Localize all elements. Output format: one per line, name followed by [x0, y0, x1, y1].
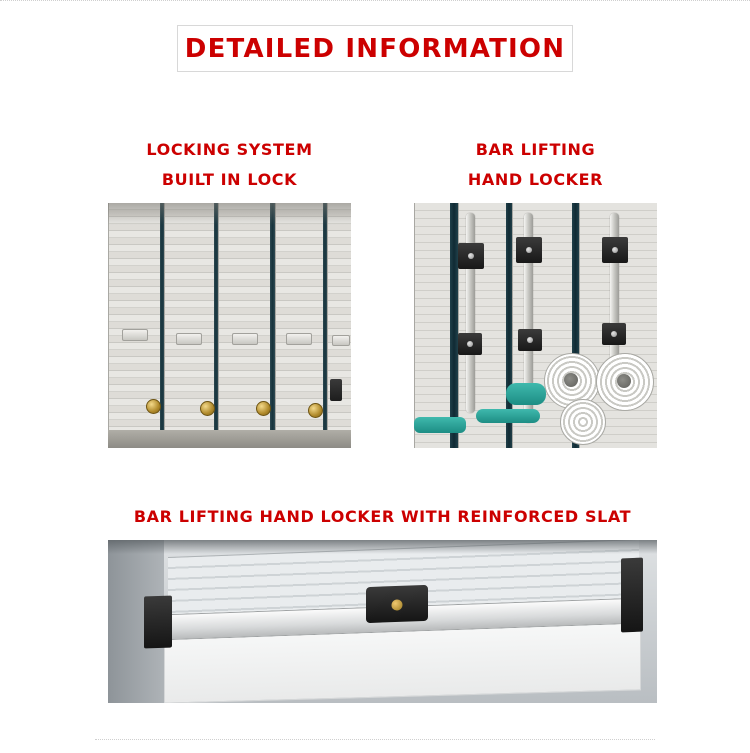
panel-bar-lifting-image [414, 203, 657, 448]
panel-reinforced-slat-image [108, 540, 657, 703]
top-divider [0, 0, 750, 2]
panel-reinforced-slat-title: BAR LIFTING HAND LOCKER WITH REINFORCED SLAT [133, 507, 632, 526]
panel-reinforced-slat [108, 502, 657, 703]
panel-locking-system-title-line1: LOCKING SYSTEM [146, 140, 313, 159]
page-title: DETAILED INFORMATION [184, 33, 566, 64]
panel-bar-lifting-title-line1: BAR LIFTING [475, 140, 596, 159]
panel-locking-system [108, 135, 351, 448]
panel-locking-system-title-line2: BUILT IN LOCK [161, 170, 298, 189]
panel-bar-lifting-title-line2: HAND LOCKER [467, 170, 604, 189]
panel-bar-lifting-hand-locker [414, 135, 657, 448]
section-title-box [177, 25, 573, 72]
bottom-divider [95, 739, 655, 741]
panel-locking-system-image [108, 203, 351, 448]
